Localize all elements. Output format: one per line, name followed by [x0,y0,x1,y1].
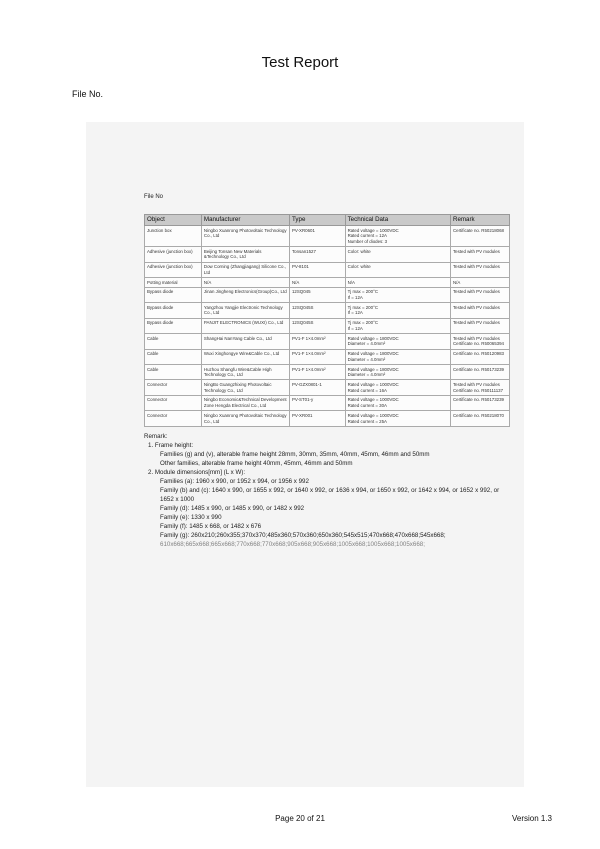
cell-remark: Tested with PV modules [450,287,509,302]
table-row [145,278,510,288]
cell-object: Cable [145,349,202,364]
page-number: Page 20 of 21 [275,814,325,823]
remark-line: Family (f): 1485 x 668, or 1482 x 676 [160,522,262,530]
cell-technical-data: Rated voltage = 1000VDC Rated current = 16A [345,380,450,395]
cell-object: Junction box [145,226,202,247]
cell-technical-data: Rated voltage = 1000VDC Rated current = 12A Number of diodes: 3 [345,226,450,247]
cell-manufacturer: N/A [201,278,289,288]
version-label: Version 1.3 [511,814,552,823]
cell-remark: Tested with PV modules Certificate no. R50065394 [450,334,509,349]
remark-line: Families (a): 1960 x 990, or 1952 x 994, or 1956 x 992 [160,477,309,485]
table-header-row [145,215,510,226]
cell-object: Connector [145,380,202,395]
table-row [145,349,510,364]
cell-object: Adhesive (junction box) [145,262,202,277]
table-row [145,226,510,247]
cell-object: Connector [145,411,202,426]
cell-type: PV-ST01-y [289,395,345,410]
table-row [145,395,510,410]
cell-manufacturer: ShangHai NanYang Cable Co., Ltd [201,334,289,349]
cell-type: N/A [289,278,345,288]
column-header-object: Object [145,215,202,226]
cell-remark: Tested with PV modules [450,318,509,333]
cell-manufacturer: Dow Corning (Zhangjiagang) Silicone Co., Ltd [201,262,289,277]
column-header-type: Type [289,215,345,226]
cell-manufacturer: Yangzhou Yangjie Electronic Technology Co., Ltd [201,303,289,318]
cell-manufacturer: Jinan Jingheng Electronics(Group)Co., Ltd [201,287,289,302]
report-title: Test Report [261,54,339,71]
remark-line: Family (d): 1485 x 990, or 1485 x 990, or 1482 x 992 [160,504,305,512]
cell-remark: Certificate no. R50120983 [450,349,509,364]
cell-type: PV1-F 1×4.0mm² [289,334,345,349]
remark-item-module-dimensions: 2. Module dimensions[mm] (L x W): [148,468,246,476]
remark-line: Family (e): 1330 x 990 [160,513,222,521]
scanned-page-image [86,122,524,787]
cell-technical-data: Tj max = 200°C If = 12A [345,303,450,318]
cell-manufacturer: Wuxi Xinghongye Wire&Cable Co., Ltd [201,349,289,364]
cell-manufacturer: Ningbo Economic&Technical Development Zone Hengda Electrical Co., Ltd [201,395,289,410]
cell-object: Cable [145,334,202,349]
table-row [145,303,510,318]
remark-item-frame-height: 1. Frame height: [148,441,194,449]
cell-object: Cable [145,365,202,380]
table-row [145,287,510,302]
cell-technical-data: Color: white [345,262,450,277]
cell-technical-data: Rated voltage = 1000VDC Rated current = 25A [345,411,450,426]
cell-type: Tonsan1527 [289,247,345,262]
file-no-label: File No. [72,89,104,99]
cell-technical-data: Color: white [345,247,450,262]
cell-technical-data: Rated voltage = 1800VDC Diameter = 4.0mm² [345,334,450,349]
cell-technical-data: Tj max = 200°C If = 12A [345,318,450,333]
cell-type: PV1-F 1×4.0mm² [289,349,345,364]
scanned-page-content [144,194,516,548]
cell-type: PV1-F 1×4.0mm² [289,365,345,380]
remarks-heading: Remark: [144,432,168,440]
cell-remark: Tested with PV modules Certificate no. R50111137 [450,380,509,395]
table-row [145,247,510,262]
table-row [145,262,510,277]
cell-type: 12SQ045S [289,318,345,333]
remark-line: Families (g) and (v), alterable frame height 28mm, 30mm, 35mm, 40mm, 45mm, 46mm and 50mm [160,450,430,458]
cell-technical-data: Rated voltage = 1800VDC Diameter = 4.0mm² [345,349,450,364]
remarks-section [144,433,506,548]
cell-remark: Tested with PV modules [450,247,509,262]
cell-remark: Tested with PV modules [450,303,509,318]
cell-manufacturer: Huzhou Shangfu Wire&Cable High Technology Co., Ltd [201,365,289,380]
column-header-technical-data: Technical Data [345,215,450,226]
cell-object: Bypass diode [145,318,202,333]
components-table-body [145,226,510,427]
cell-remark: Certificate no. R50173239 [450,395,509,410]
cell-remark: Certificate no. R50173239 [450,365,509,380]
cell-manufacturer: Beijing Tonsan New Materials &Technology Co., Ltd [201,247,289,262]
cell-remark: Certificate no. R50218070 [450,411,509,426]
cell-type: 12SQ045S [289,303,345,318]
cell-remark: Certificate no. R50218068 [450,226,509,247]
cell-type: 12SQ045 [289,287,345,302]
cell-type: PV-XR001 [289,411,345,426]
cell-manufacturer: NingBo Guangzhixing Photovoltaic Technology Co., Ltd [201,380,289,395]
cell-manufacturer: Ningbo Xuanrong Photovoltaic Technology Co., Ltd [201,411,289,426]
cell-object: Adhesive (junction box) [145,247,202,262]
table-row [145,334,510,349]
remark-line: Other families, alterable frame height 40mm, 45mm, 46mm and 50mm [160,459,353,467]
cell-manufacturer: Ningbo Xuanrong Photovoltaic Technology Co., Ltd [201,226,289,247]
cell-object: Bypass diode [145,303,202,318]
cell-object: Connector [145,395,202,410]
column-header-manufacturer: Manufacturer [201,215,289,226]
table-row [145,380,510,395]
cell-technical-data: N/A [345,278,450,288]
scan-file-no-label: File No [144,194,164,200]
table-row [145,318,510,333]
cell-object: Potting material [145,278,202,288]
cell-remark: N/A [450,278,509,288]
cell-object: Bypass diode [145,287,202,302]
table-row [145,411,510,426]
cell-type: PV-GZX0801-1 [289,380,345,395]
column-header-remark: Remark [450,215,509,226]
components-table [144,214,510,427]
cell-technical-data: Rated voltage = 1000VDC Rated current = 30A [345,395,450,410]
remark-line-cut-off: 610x668;665x668;665x668;770x668;770x668;905x668;905x668;1005x668;1005x668;1005x668; [160,540,425,548]
cell-type: PV-XR0601 [289,226,345,247]
table-row [145,365,510,380]
cell-type: PV-8101 [289,262,345,277]
cell-technical-data: Rated voltage = 1800VDC Diameter = 4.0mm² [345,365,450,380]
remark-line: Family (g): 260x210;260x355;370x370;485x360;570x360;650x360;545x515;470x668;470x668;545x668; [160,531,446,539]
cell-technical-data: Tj max = 200°C If = 12A [345,287,450,302]
cell-remark: Tested with PV modules [450,262,509,277]
cell-manufacturer: PANJIT ELECTRONICS (WUXI) Co., Ltd [201,318,289,333]
remark-line: Family (b) and (c): 1640 x 990, or 1655 x 992, or 1640 x 992, or 1636 x 994, or 1650 x 992, or 1642 x 994, or 1652 x 992, or 1652 x 1000 [160,486,500,503]
